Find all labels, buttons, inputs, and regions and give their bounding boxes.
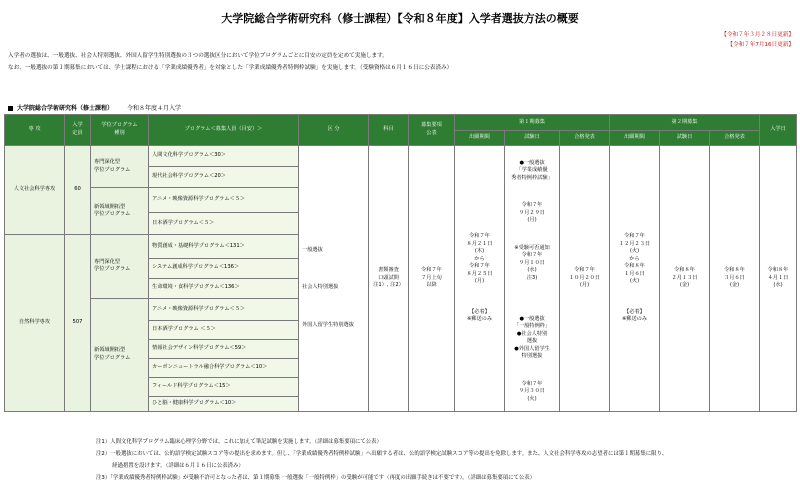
p2-application-cell [610,146,660,412]
category-general: 一般選抜 [302,247,323,254]
degree-type-specialist: 専門深化型 学位プログラム [91,235,149,298]
header-announce: 募集要項 公表 [409,115,455,146]
category-international: 外国人留学生特別選抜 [302,321,354,328]
header-p1-exam: 試験日 [505,131,560,146]
capacity-natural-sciences: 507 [65,235,91,412]
program-item: フィールド科学プログラム＜15＞ [149,377,299,396]
entry-cell: 令和８年 ４月１日 (水) [760,146,797,412]
square-bullet-icon [8,106,13,111]
header-capacity: 入学 定員 [65,115,91,146]
header-p1-application: 出願期間 [455,131,505,146]
intro-line-2: なお、一般選抜の第１期募集においては、学士課程における「学業成績優秀者」を対象とした「学業成績優秀者特例枠試験」を実施します。（受験資格は６月１６日に公表済み） [8,65,453,71]
program-item: 生命環境・食科学プログラム＜136＞ [149,278,299,298]
header-category: 区 分 [299,115,369,146]
p2-application-note: 【必着】 ※郵送のみ [621,308,648,323]
footnote-3: 注3）「学業成績優秀者特例枠試験」が受験不許可となった者は、第１期募集 一般選抜「一般特例枠」の受験が可能です（再度の出願手続きは不要です）。（詳細は募集要項にて公表） [96,475,536,481]
footnote-1: 注1）人間文化科学プログラム臨床心理学分野では、これに加えて筆記試験を実施します。（詳細は募集要項にて公表） [96,439,382,445]
update-date-1: 【令和７年３月２８日更新】 [721,32,794,38]
header-subjects: 科目 [369,115,409,146]
category-cell [299,146,369,412]
header-degree-type: 学位プログラム 種別 [91,115,149,146]
update-date-2: 【令和７年7月16日更新】 [727,42,794,48]
section-term: 令和８年度４月入学 [127,105,182,112]
capacity-humanities: 60 [65,146,91,235]
subjects-cell: 書類審査 口頭試問 注1）, 注2） [369,146,409,412]
page-title: 大学院総合学術研究科（修士課程）【令和８年度】入学者選抜方法の概要 [221,12,579,25]
footnote-2: 注2）一般選抜においては、公的語学検定試験スコア等の提出を求めます。但し、「学業成績優秀者特例枠試験」へ出願する者は、公的語学検定試験スコア等の提出を免除します。また、人文社会科学専攻の志望者には第１期募集に限り、 [96,451,668,457]
program-item: ひと脳・健康科学プログラム＜10＞ [149,396,299,411]
footnote-2-cont: 経過措置を設けます。（詳細は６月１６日に公表済み） [96,463,244,469]
program-item: アニメ・映像資源科学プログラム＜５＞ [149,298,299,320]
p1-exam-other-date: 令和７年 ９月３０日 (火) [519,380,545,402]
p1-exam-cell [505,146,560,412]
degree-type-integrated: 新領域開拓型 学位プログラム [91,298,149,411]
section-heading [8,103,181,112]
header-p2-result: 合格発表 [710,131,760,146]
program-item: アニメ・映像資源科学プログラム＜５＞ [149,188,299,213]
p1-application-cell [455,146,505,412]
header-p2-exam: 試験日 [660,131,710,146]
header-program: プログラム＜募集人員（目安）＞ [149,115,299,146]
program-item: カーボンニュートラル融合科学プログラム＜10＞ [149,358,299,377]
p1-exam-notice: ※受験可否通知 令和７年 ９月１０日 (水) 注3) [514,244,550,281]
p2-application-period: 令和７年 １２月２３日 (火) から 令和８年 １月６日 (火) [618,233,651,285]
program-item: 現代社会科学プログラム＜20＞ [149,167,299,188]
header-entry: 入学日 [760,115,797,146]
header-major: 専 攻 [5,115,65,146]
announce-cell: 令和７年 ７月上旬 以降 [409,146,455,412]
header-period-1: 第１期募集 [455,115,610,131]
program-item: 情報社会デザイン科学プログラム＜59＞ [149,339,299,358]
p1-result-cell: 令和７年 １０月２０日 (月) [560,146,610,412]
selection-table [4,114,797,412]
header-p1-result: 合格発表 [560,131,610,146]
degree-type-specialist: 専門深化型 学位プログラム [91,146,149,188]
section-title: 大学院総合学術研究科（修士課程） [17,105,114,112]
p1-exam-general-date: 令和７年 ９月２９日 (月) [519,202,545,224]
p1-application-note: 【必着】 ※郵送のみ [466,308,493,323]
p1-exam-general-title: ●一般選抜 「学業成績優 秀者特例枠試験」 [511,159,553,181]
program-item: 人間文化科学プログラム＜30＞ [149,146,299,167]
program-item: 日本酒学プログラム ＜５＞ [149,320,299,339]
p1-exam-other-title: ●一般選抜 「一般特例枠」 ●社会人特別 選抜 ●外国人留学生 特別選抜 [513,315,551,360]
header-p2-application: 出願期間 [610,131,660,146]
major-natural-sciences: 自然科学専攻 [5,235,65,412]
program-item: 物質創成・基礎科学プログラム＜131＞ [149,235,299,258]
p2-exam-cell: 令和８年 ２月１３日 (金) [660,146,710,412]
major-humanities: 人文社会科学専攻 [5,146,65,235]
degree-type-integrated: 新領域開拓型 学位プログラム [91,188,149,235]
p1-application-period: 令和７年 ８月２１日 (木) から 令和７年 ８月２５日 (月) [466,233,493,285]
program-item: システム創成科学プログラム＜136＞ [149,258,299,278]
program-item: 日本酒学プログラム＜５＞ [149,213,299,235]
p2-result-cell: 令和８年 ３月６日 (金) [710,146,760,412]
intro-line-1: 入学者の選抜は、一般選抜、社会人特別選抜、外国人留学生特別選抜の３つの選抜区分において学位プログラムごとに目安の定員を定めて実施します。 [8,53,388,59]
category-working-adult: 社会人特別選抜 [302,284,339,291]
header-period-2: 第２期募集 [610,115,760,131]
